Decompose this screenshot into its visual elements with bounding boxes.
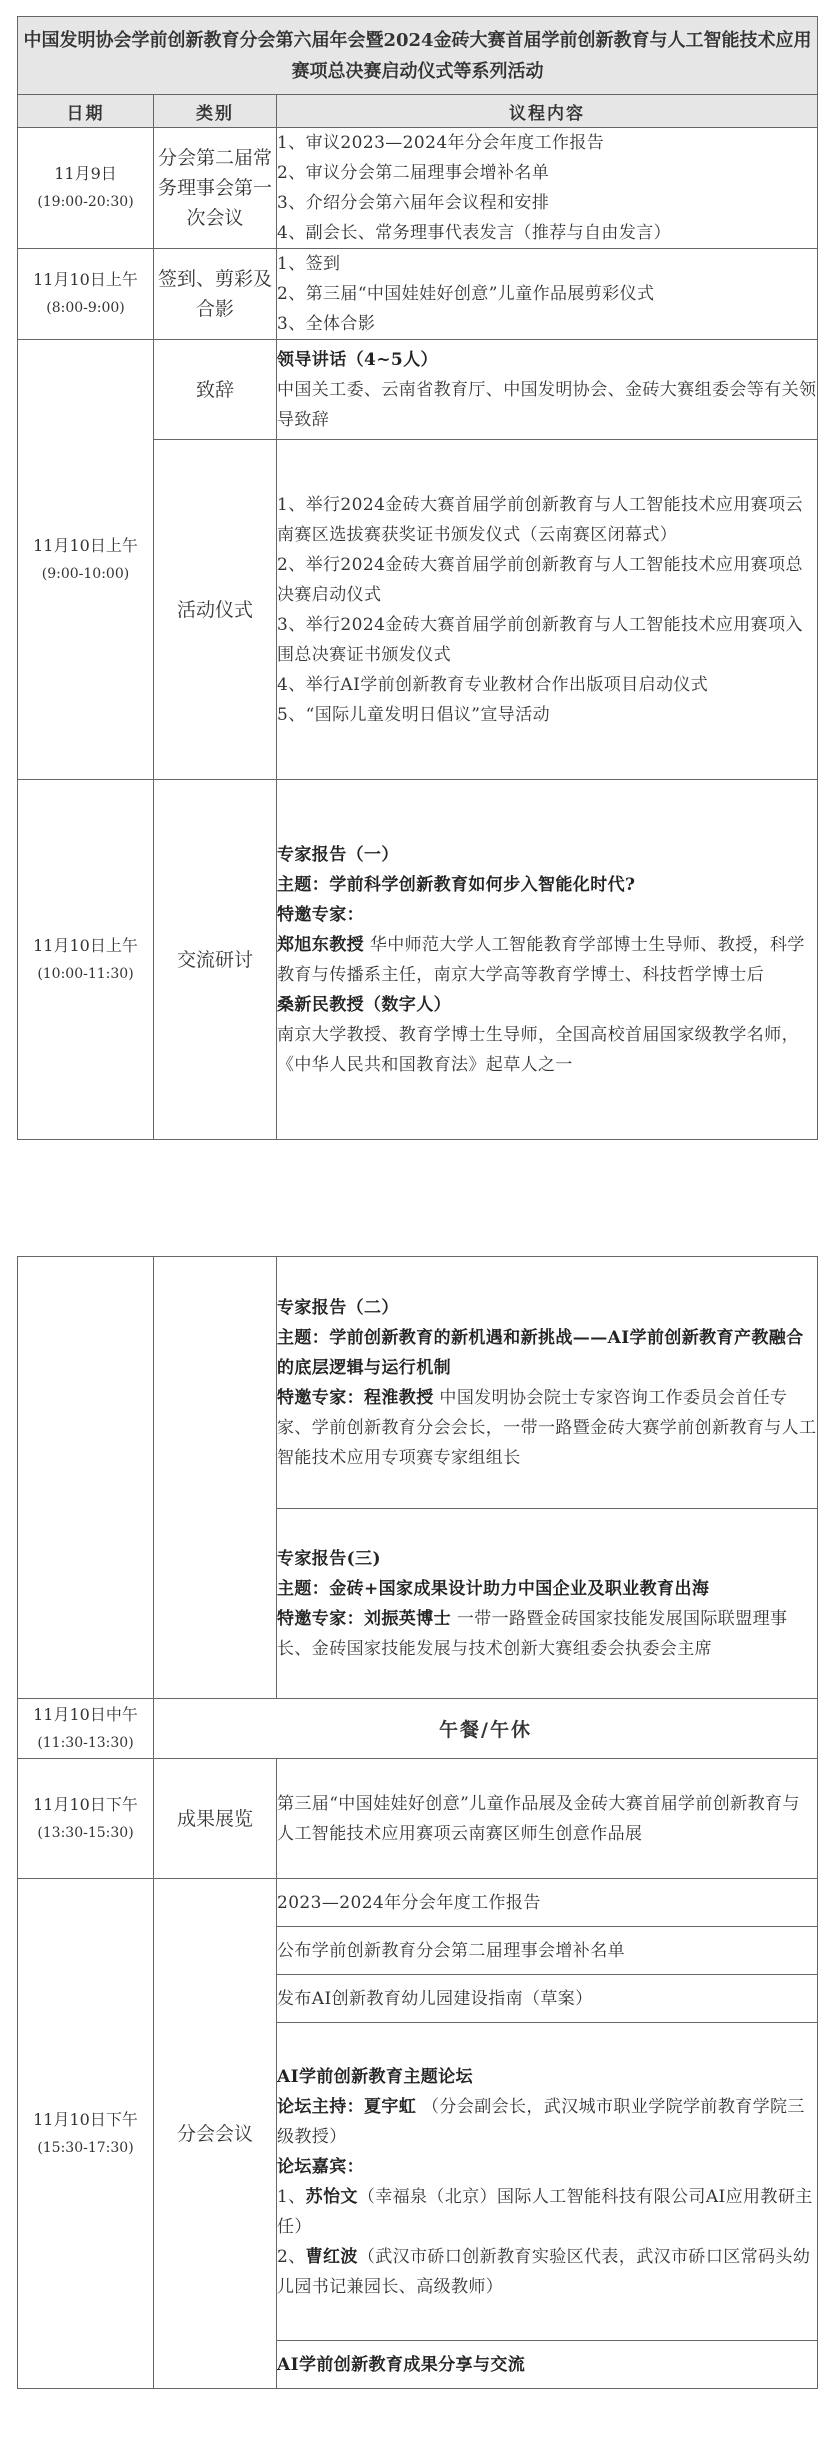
list-item: 3、全体合影 — [277, 314, 376, 334]
list-item: 2、审议分会第二届理事会增补名单 — [277, 163, 550, 183]
category-cell: 成果展览 — [154, 1759, 277, 1879]
guest-name: 苏怡文 — [305, 2186, 358, 2207]
report-theme: 主题：学前科学创新教育如何步入智能化时代? — [277, 874, 636, 895]
report-theme: 主题：学前创新教育的新机遇和新挑战——AI学前创新教育产教融合的底层逻辑与运行机制 — [277, 1327, 804, 1378]
date-cell — [18, 249, 154, 340]
forum-guests-label: 论坛嘉宾： — [277, 2156, 364, 2177]
list-item: 1、审议2023—2024年分会年度工作报告 — [277, 133, 605, 153]
speech-text: 中国关工委、云南省教育厅、中国发明协会、金砖大赛组委会等有关领导致辞 — [277, 379, 817, 430]
date-cell — [18, 340, 154, 780]
agenda-cell: 2023—2024年分会年度工作报告 — [277, 1879, 818, 1927]
list-item: 1、签到 — [277, 254, 341, 274]
category-cell: 交流研讨 — [154, 780, 277, 1140]
table-row — [18, 780, 818, 1140]
lunch-break: 午餐/午休 — [154, 1699, 818, 1759]
expert-bio: 南京大学教授、教育学博士生导师，全国高校首届国家级教学名师，《中华人民共和国教育法》起草人之一 — [277, 1024, 799, 1075]
list-item: 3、介绍分会第六届年会议程和安排 — [277, 193, 550, 213]
table-row — [18, 1257, 818, 1509]
table-title: 中国发明协会学前创新教育分会第六届年会暨2024金砖大赛首届学前创新教育与人工智能技术应用赛项总决赛启动仪式等系列活动 — [18, 17, 818, 95]
report-theme: 主题：金砖+国家成果设计助力中国企业及职业教育出海 — [277, 1578, 710, 1599]
expert-label: 特邀专家：刘振英博士 — [277, 1608, 451, 1629]
header-date: 日期 — [18, 95, 154, 128]
category-cell: 签到、剪彩及合影 — [154, 249, 277, 340]
category-cell: 分会第二届常务理事会第一次会议 — [154, 128, 277, 249]
forum-title: AI学前创新教育主题论坛 — [277, 2066, 473, 2087]
category-cell-empty — [154, 1257, 277, 1699]
expert-bio: 华中师范大学人工智能教育学部博士生导师、教授，科学教育与传播系主任，南京大学高等教育学博士、科技哲学博士后 — [277, 934, 805, 985]
date-cell — [18, 1699, 154, 1759]
list-item: 1、举行2024金砖大赛首届学前创新教育与人工智能技术应用赛项云南赛区选拔赛获奖证书颁发仪式（云南赛区闭幕式） — [277, 494, 803, 545]
table-row — [18, 1759, 818, 1879]
forum-host-bio: （分会副会长，武汉城市职业学院学前教育学院三级教授） — [277, 2096, 805, 2147]
agenda-cell: 公布学前创新教育分会第二届理事会增补名单 — [277, 1927, 818, 1975]
date-text: 11月10日上午 — [33, 935, 138, 955]
date-cell — [18, 128, 154, 249]
guest-name: 曹红波 — [305, 2246, 358, 2267]
agenda-cell — [277, 1509, 818, 1699]
date-text: 11月10日中午 — [33, 1704, 138, 1724]
date-text: 11月10日上午 — [33, 270, 138, 289]
list-item: 4、副会长、常务理事代表发言（推荐与自由发言） — [277, 223, 672, 243]
date-text: 11月10日下午 — [33, 1794, 138, 1814]
list-item: 3、举行2024金砖大赛首届学前创新教育与人工智能技术应用赛项入围总决赛证书颁发仪式 — [277, 614, 803, 665]
report-title: 专家报告（二） — [277, 1297, 399, 1318]
table-row — [18, 1699, 818, 1759]
header-category: 类别 — [154, 95, 277, 128]
table-row — [18, 128, 818, 249]
date-cell — [18, 1879, 154, 2389]
date-text: 11月10日上午 — [33, 535, 138, 555]
time-text: (15:30-17:30) — [37, 2139, 134, 2156]
report-title: 专家报告(三) — [277, 1548, 381, 1569]
category-cell: 活动仪式 — [154, 440, 277, 780]
expert-bio: 中国发明协会院士专家咨询工作委员会首任专家、学前创新教育分会会长，一带一路暨金砖大赛学前创新教育与人工智能技术应用专项赛专家组组长 — [277, 1387, 817, 1468]
time-text: (19:00-20:30) — [37, 194, 134, 210]
list-item: 2、第三届“中国娃娃好创意”儿童作品展剪彩仪式 — [277, 284, 655, 304]
agenda-cell — [277, 340, 818, 440]
report-title: 专家报告（一） — [277, 844, 399, 865]
agenda-cell: 发布AI创新教育幼儿园建设指南（草案） — [277, 1975, 818, 2023]
time-text: (13:30-15:30) — [37, 1824, 134, 1841]
forum-host: 论坛主持：夏宇虹 — [277, 2096, 417, 2117]
category-cell: 分会会议 — [154, 1879, 277, 2389]
guest-bio: （武汉市硚口创新教育实验区代表，武汉市硚口区常码头幼儿园书记兼园长、高级教师） — [277, 2246, 811, 2297]
list-item: 5、“国际儿童发明日倡议”宣导活动 — [277, 704, 550, 725]
expert-name: 郑旭东教授 — [277, 934, 364, 955]
agenda-cell — [277, 780, 818, 1140]
expert-bio: 一带一路暨金砖国家技能发展国际联盟理事长、金砖国家技能发展与技术创新大赛组委会执委会主席 — [277, 1608, 788, 1659]
invited-label: 特邀专家： — [277, 904, 364, 925]
agenda-cell — [277, 440, 818, 780]
agenda-cell: AI学前创新教育主题论坛 论坛主持：夏宇虹 （分会副会长，武汉城市职业学院学前教育学院三级教授） 论坛嘉宾： 1、苏怡文（幸福泉（北京）国际人工智能科技有限公司AI应用教研主任） 2、曹红波（武汉市硚口创新教育实验区代表，武汉市硚口区常码头幼儿园书记兼园长、高级教师） — [277, 2023, 818, 2341]
date-cell — [18, 780, 154, 1140]
agenda-table-part2 — [17, 1256, 818, 2389]
table-row — [18, 1879, 818, 1927]
time-text: (10:00-11:30) — [37, 965, 134, 982]
expert-name: 桑新民教授（数字人） — [277, 994, 451, 1015]
category-cell: 致辞 — [154, 340, 277, 440]
time-text: (9:00-10:00) — [41, 565, 130, 582]
expert-label: 特邀专家：程淮教授 — [277, 1387, 434, 1408]
date-text: 11月10日下午 — [33, 2109, 138, 2129]
list-item: 2、举行2024金砖大赛首届学前创新教育与人工智能技术应用赛项总决赛启动仪式 — [277, 554, 803, 605]
guest-bio: （幸福泉（北京）国际人工智能科技有限公司AI应用教研主任） — [277, 2186, 813, 2237]
speech-heading: 领导讲话（4~5人） — [277, 349, 438, 370]
date-cell-empty — [18, 1257, 154, 1699]
time-text: (11:30-13:30) — [37, 1734, 134, 1751]
date-cell — [18, 1759, 154, 1879]
agenda-cell — [277, 128, 818, 249]
time-text: (8:00-9:00) — [46, 300, 125, 316]
agenda-cell: AI学前创新教育成果分享与交流 — [277, 2341, 818, 2389]
date-text: 11月9日 — [54, 164, 117, 183]
table-row — [18, 249, 818, 340]
table-row — [18, 340, 818, 440]
list-item: 4、举行AI学前创新教育专业教材合作出版项目启动仪式 — [277, 674, 709, 695]
agenda-cell — [277, 1257, 818, 1509]
agenda-cell: 第三届“中国娃娃好创意”儿童作品展及金砖大赛首届学前创新教育与人工智能技术应用赛项云南赛区师生创意作品展 — [277, 1759, 818, 1879]
header-agenda: 议程内容 — [277, 95, 818, 128]
agenda-cell — [277, 249, 818, 340]
agenda-table-part1 — [17, 16, 818, 1140]
